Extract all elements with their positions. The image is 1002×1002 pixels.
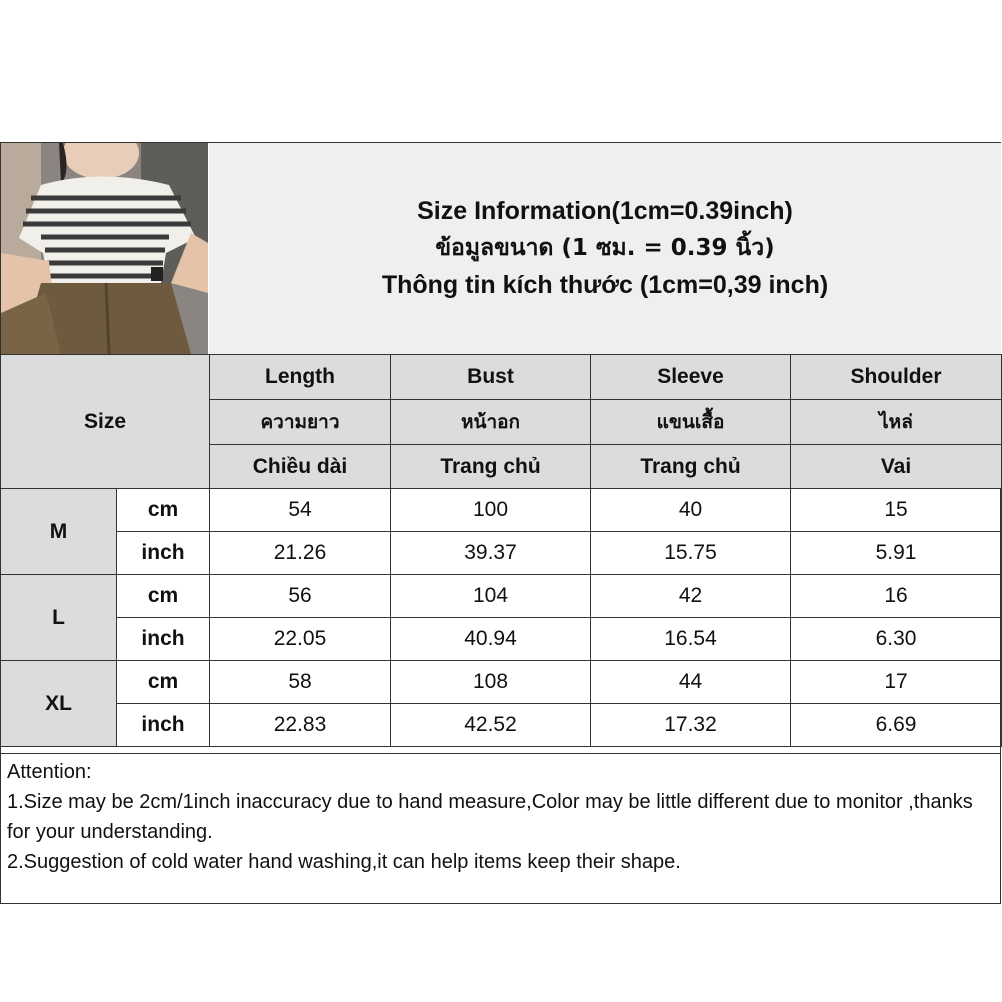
size-label-m: M (1, 489, 117, 575)
size-table (0, 354, 1002, 747)
table-cell: 17.32 (591, 704, 791, 747)
unit-cm: cm (117, 489, 210, 532)
unit-inch: inch (117, 532, 210, 575)
size-label-l: L (1, 575, 117, 661)
header-title-vi: Thông tin kích thước (1cm=0,39 inch) (381, 271, 829, 299)
table-cell: 42 (591, 575, 791, 618)
table-cell: 44 (591, 661, 791, 704)
unit-cm: cm (117, 575, 210, 618)
col-header-en: Shoulder (791, 355, 1002, 400)
size-info-header (209, 143, 1001, 354)
table-cell: 108 (391, 661, 591, 704)
header-title-en: Size Information(1cm=0.39inch) (417, 197, 793, 225)
table-cell: 56 (210, 575, 391, 618)
size-label-xl: XL (1, 661, 117, 747)
col-header-th: หน้าอก (391, 400, 591, 445)
notes-line-1: 1.Size may be 2cm/1inch inaccuracy due to hand measure,Color may be little different due to monitor ,thanks for your understanding. (7, 791, 973, 843)
unit-inch: inch (117, 618, 210, 661)
table-cell: 22.05 (210, 618, 391, 661)
table-cell: 6.30 (791, 618, 1002, 661)
table-cell: 15 (791, 489, 1002, 532)
header-title-th: ข้อมูลขนาด (1 ซม. = 0.39 นิ้ว) (435, 235, 775, 261)
notes-title: Attention: (7, 761, 92, 783)
col-header-vi: Trang chủ (391, 445, 591, 489)
table-cell: 17 (791, 661, 1002, 704)
col-header-vi: Vai (791, 445, 1002, 489)
col-header-vi: Trang chủ (591, 445, 791, 489)
table-cell: 5.91 (791, 532, 1002, 575)
attention-notes (0, 753, 1001, 904)
table-cell: 100 (391, 489, 591, 532)
col-header-th: แขนเสื้อ (591, 400, 791, 445)
table-cell: 16.54 (591, 618, 791, 661)
unit-cm: cm (117, 661, 210, 704)
table-cell: 42.52 (391, 704, 591, 747)
model-photo-image (1, 143, 208, 354)
table-cell: 40.94 (391, 618, 591, 661)
table-cell: 54 (210, 489, 391, 532)
table-cell: 15.75 (591, 532, 791, 575)
table-cell: 22.83 (210, 704, 391, 747)
col-header-en: Length (210, 355, 391, 400)
notes-line-2: 2.Suggestion of cold water hand washing,it can help items keep their shape. (7, 851, 681, 873)
col-header-th: ความยาว (210, 400, 391, 445)
table-cell: 16 (791, 575, 1002, 618)
table-cell: 6.69 (791, 704, 1002, 747)
model-photo (1, 143, 208, 354)
table-cell: 104 (391, 575, 591, 618)
size-title: Size (1, 355, 210, 489)
table-cell: 58 (210, 661, 391, 704)
col-header-en: Bust (391, 355, 591, 400)
table-cell: 21.26 (210, 532, 391, 575)
col-header-en: Sleeve (591, 355, 791, 400)
table-cell: 40 (591, 489, 791, 532)
col-header-th: ไหล่ (791, 400, 1002, 445)
col-header-vi: Chiều dài (210, 445, 391, 489)
unit-inch: inch (117, 704, 210, 747)
table-cell: 39.37 (391, 532, 591, 575)
